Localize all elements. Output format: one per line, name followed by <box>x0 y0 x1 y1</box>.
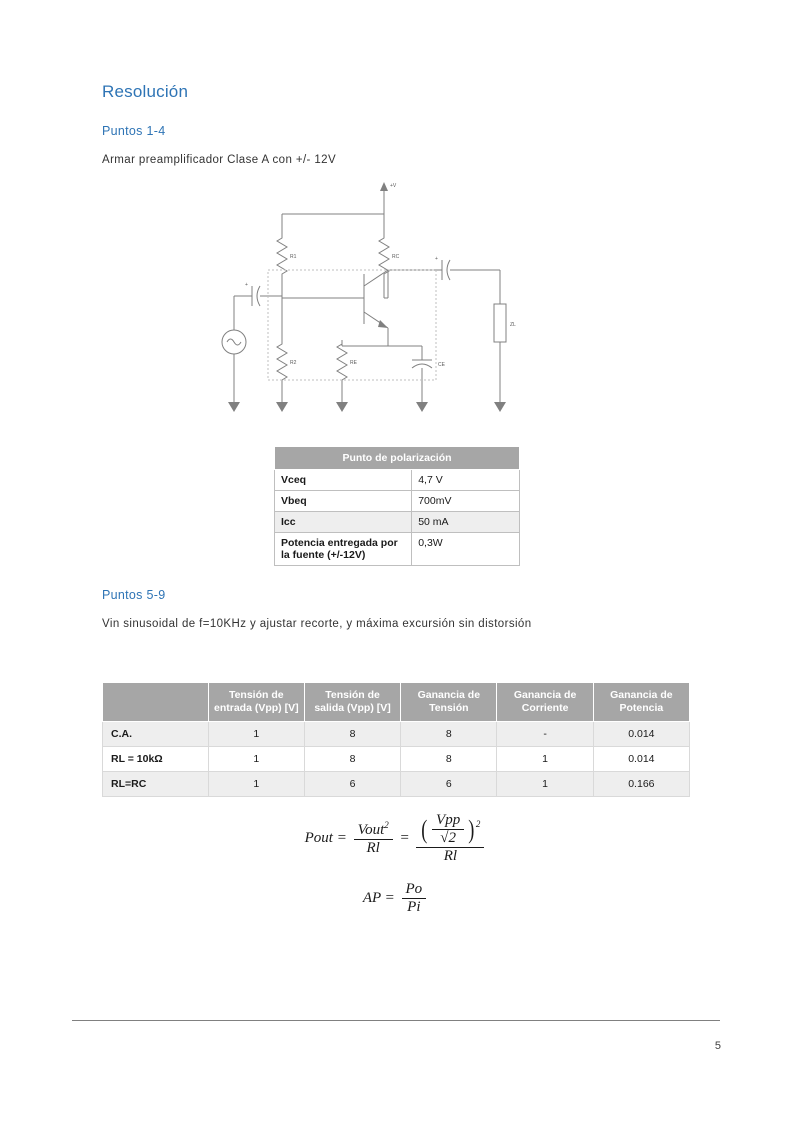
formula-ap-eq: = <box>384 890 395 907</box>
formula-pout-num1-exp: 2 <box>384 820 389 831</box>
gain-cell: 1 <box>497 772 593 797</box>
section-heading-puntos-5-9: Puntos 5-9 <box>102 588 166 603</box>
bias-row-value: 700mV <box>412 491 520 512</box>
formula-pout <box>305 813 488 864</box>
section-text-puntos-1-4: Armar preamplificador Clase A con +/- 12V <box>102 154 337 166</box>
section-heading-puntos-1-4: Puntos 1-4 <box>102 124 166 138</box>
formula-pout-inner-num: Vpp <box>432 813 464 830</box>
table-row <box>275 512 520 533</box>
gain-cell: 0.166 <box>593 772 689 797</box>
formula-pout-frac2 <box>416 813 484 864</box>
gain-col-3: Ganancia de Tensión <box>401 683 497 722</box>
table-row <box>275 470 520 491</box>
circuit-schematic-svg <box>212 174 552 414</box>
gain-cell: 1 <box>208 772 304 797</box>
gain-table-wrapper <box>102 668 690 915</box>
formula-pout-num1 <box>354 821 393 840</box>
gain-cell: 0.014 <box>593 722 689 747</box>
page-title: Resolución <box>102 82 189 101</box>
gain-cell: 6 <box>401 772 497 797</box>
label-rc: RC <box>392 254 400 261</box>
bias-row-value: 50 mA <box>412 512 520 533</box>
gain-cell: 8 <box>401 722 497 747</box>
formula-pout-num2 <box>416 813 484 848</box>
gain-col-0 <box>103 683 209 722</box>
formula-ap-frac <box>402 882 427 915</box>
gain-row-name: RL=RC <box>103 772 209 797</box>
gain-col-5: Ganancia de Potencia <box>593 683 689 722</box>
gain-measurements-table <box>102 682 690 797</box>
table-row <box>275 533 520 566</box>
formula-pout-eq2: = <box>399 830 410 847</box>
gain-cell: 8 <box>304 722 400 747</box>
label-ce: CE <box>438 362 445 369</box>
bias-point-table <box>274 446 520 566</box>
gain-row-name: C.A. <box>103 722 209 747</box>
page-content <box>102 82 702 638</box>
table-row <box>103 772 690 797</box>
label-r2: R2 <box>290 360 297 367</box>
gain-cell: 8 <box>304 747 400 772</box>
label-re: RE <box>350 360 357 367</box>
formula-pout-lhs: Pout <box>304 830 333 847</box>
formula-pout-eq1: = <box>336 830 347 847</box>
formula-pout-den1: Rl <box>366 840 380 857</box>
formula-pout-den2: Rl <box>443 848 458 865</box>
bias-row-label: Vceq <box>275 470 412 491</box>
label-supply: +V <box>390 183 397 190</box>
bias-row-value: 0,3W <box>412 533 520 566</box>
page-number: 5 <box>714 1040 721 1052</box>
formula-pout-outer-exp: 2 <box>475 819 481 830</box>
label-cin-polarity: + <box>245 282 248 289</box>
gain-col-2: Tensión de salida (Vpp) [V] <box>304 683 400 722</box>
circuit-diagram <box>102 174 702 424</box>
table-row <box>103 722 690 747</box>
bias-row-label: Icc <box>275 512 412 533</box>
table-header-row <box>275 447 520 470</box>
label-r1: R1 <box>290 254 297 261</box>
formula-ap-lhs: AP <box>362 890 381 907</box>
bias-row-label: Vbeq <box>275 491 412 512</box>
formula-pout-inner-frac <box>432 813 464 846</box>
formula-pout-num1-text: Vout <box>357 822 385 839</box>
gain-cell: 6 <box>304 772 400 797</box>
section-text-puntos-5-9: Vin sinusoidal de f=10KHz y ajustar recorte, y máxima excursión sin distorsión <box>102 618 532 631</box>
label-cout-polarity: + <box>435 256 438 263</box>
gain-col-1: Tensión de entrada (Vpp) [V] <box>208 683 304 722</box>
bias-row-value: 4,7 V <box>412 470 520 491</box>
table-row <box>275 491 520 512</box>
gain-cell: - <box>497 722 593 747</box>
gain-cell: 1 <box>208 722 304 747</box>
formula-block <box>102 813 690 915</box>
gain-cell: 0.014 <box>593 747 689 772</box>
gain-cell: 1 <box>497 747 593 772</box>
footer-divider <box>72 1020 720 1021</box>
formula-pout-inner-den: √2 <box>440 830 456 847</box>
table-header-row <box>103 683 690 722</box>
gain-cell: 8 <box>401 747 497 772</box>
gain-cell: 1 <box>208 747 304 772</box>
formula-ap <box>363 882 429 915</box>
bias-row-label: Potencia entregada por la fuente (+/-12V) <box>275 533 412 566</box>
formula-ap-num: Po <box>402 882 427 899</box>
formula-pout-frac1 <box>354 821 393 856</box>
paren-close: ) <box>468 814 475 844</box>
bias-table-header: Punto de polarización <box>275 447 520 470</box>
paren-open: ( <box>421 814 428 844</box>
formula-ap-den: Pi <box>407 899 421 916</box>
gain-col-4: Ganancia de Corriente <box>497 683 593 722</box>
gain-row-name: RL = 10kΩ <box>103 747 209 772</box>
label-zl: ZL <box>510 322 516 329</box>
table-row <box>103 747 690 772</box>
